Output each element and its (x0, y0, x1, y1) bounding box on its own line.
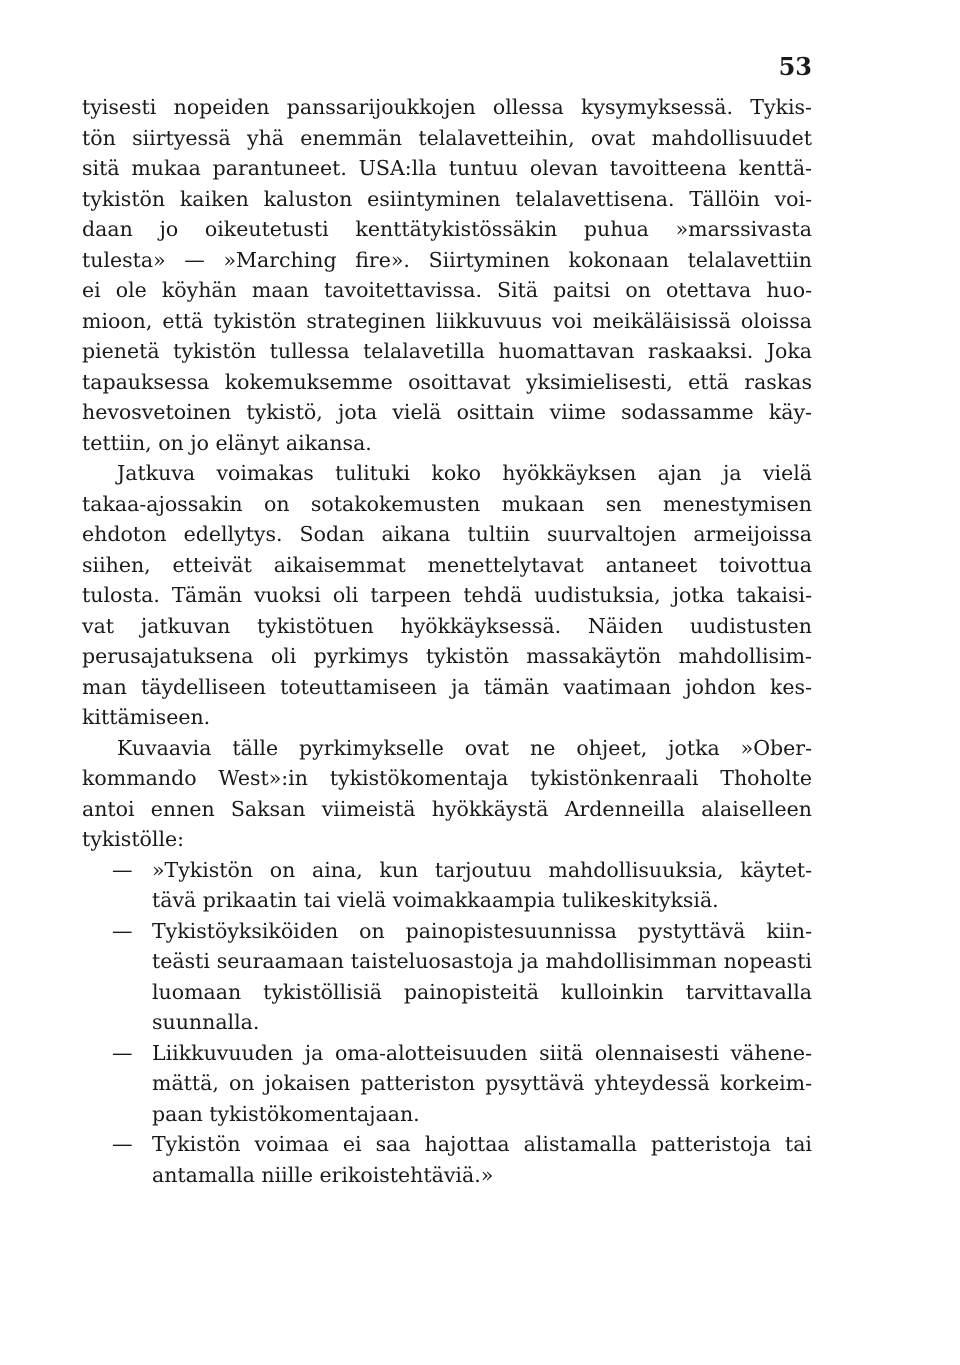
dash-marker: — (112, 857, 133, 882)
text-line: hevosvetoinen tykistö, jota vielä osittain viime sodassamme käy- (82, 400, 812, 424)
dash-marker: — (112, 918, 133, 943)
text-line: tapauksessa kokemuksemme osoittavat yksimielisesti, että raskas (82, 369, 812, 394)
text-line: tyisesti nopeiden panssarijoukkojen ollessa kysymyksessä. Tykis- (82, 95, 812, 119)
list-item (82, 916, 812, 1038)
list-item-text: Tykistöyksiköiden on painopistesuunnissa pystyttävä kiin- (152, 918, 812, 943)
text-line: teästi seuraamaan taisteluosastoja ja mahdollisimman nopeasti (152, 949, 812, 973)
text-line: tävä prikaatin tai vielä voimakkaampia tulikeskityksiä. (152, 888, 719, 912)
text-line (82, 916, 812, 947)
text-line: Jatkuva voimakas tulituki koko hyökkäyksen ajan ja vielä (117, 461, 812, 485)
page-number: 53 (778, 52, 812, 81)
text-line: tykistölle: (82, 827, 185, 851)
text-line: luomaan tykistöllisiä painopisteitä kulloinkin tarvittavalla (152, 979, 812, 1004)
text-line: antoi ennen Saksan viimeistä hyökkäystä Ardenneilla alaiselleen (82, 796, 812, 821)
text-line: mättä, on jokaisen patteriston pysyttävä yhteydessä korkeim- (152, 1071, 812, 1095)
text-line (82, 855, 812, 886)
list-item-text: Liikkuvuuden ja oma-alotteisuuden siitä olennaisesti vähene- (152, 1040, 812, 1065)
paragraph-2 (82, 458, 812, 733)
dash-marker: — (112, 1040, 133, 1065)
text-line: tettiin, on jo elänyt aikansa. (82, 430, 372, 455)
list-item-text: Tykistön voimaa ei saa hajottaa alistamalla patteristoja tai (152, 1132, 812, 1156)
paragraph-1 (82, 92, 812, 458)
text-line: tön siirtyessä yhä enemmän telalavetteihin, ovat mahdollisuudet (82, 125, 812, 150)
text-line: pienetä tykistön tullessa telalavetilla huomattavan raskaaksi. Joka (82, 339, 812, 363)
text-line: tulesta» — »Marching fire». Siirtyminen kokonaan telalavettiin (82, 247, 812, 272)
text-line: takaa-ajossakin on sotakokemusten mukaan sen menestymisen (82, 491, 812, 516)
text-line: ei ole köyhän maan tavoitettavissa. Sitä paitsi on otettava huo- (82, 278, 812, 302)
text-line: suunnalla. (152, 1010, 260, 1034)
instruction-list (82, 855, 812, 1191)
list-item-text: »Tykistön on aina, kun tarjoutuu mahdollisuuksia, käytet- (152, 857, 812, 882)
text-line (82, 1038, 812, 1069)
text-line: tykistön kaiken kaluston esiintyminen telalavettisena. Tällöin voi- (82, 186, 812, 211)
text-line (82, 1129, 812, 1160)
text-line: perusajatuksena oli pyrkimys tykistön massakäytön mahdollisim- (82, 644, 812, 668)
list-item (82, 1038, 812, 1130)
text-line: tulosta. Tämän vuoksi oli tarpeen tehdä uudistuksia, jotka takaisi- (82, 583, 812, 607)
text-line: sitä mukaa parantuneet. USA:lla tuntuu olevan tavoitteena kenttä- (82, 156, 812, 180)
text-line: Kuvaavia tälle pyrkimykselle ovat ne ohjeet, jotka »Ober- (117, 735, 812, 760)
text-line: vat jatkuvan tykistötuen hyökkäyksessä. Näiden uudistusten (82, 613, 812, 638)
text-line: kommando West»:in tykistökomentaja tykistönkenraali Thoholte (82, 766, 812, 790)
text-line: mioon, että tykistön strateginen liikkuvuus voi meikäläisissä oloissa (82, 308, 812, 333)
list-item (82, 1129, 812, 1190)
paragraph-3 (82, 733, 812, 855)
text-line: siihen, etteivät aikaisemmat menettelytavat antaneet toivottua (82, 552, 812, 577)
text-line: paan tykistökomentajaan. (152, 1101, 420, 1126)
body-text (82, 92, 812, 1190)
text-line: ehdoton edellytys. Sodan aikana tultiin suurvaltojen armeijoissa (82, 522, 812, 546)
text-line: man täydelliseen toteuttamiseen ja tämän vaatimaan johdon kes- (82, 674, 812, 699)
text-line: daan jo oikeutetusti kenttätykistössäkin puhua »marssivasta (82, 217, 812, 241)
text-line: antamalla niille erikoistehtäviä.» (152, 1162, 494, 1187)
list-item (82, 855, 812, 916)
dash-marker: — (112, 1132, 133, 1156)
text-line: kittämiseen. (82, 705, 211, 729)
